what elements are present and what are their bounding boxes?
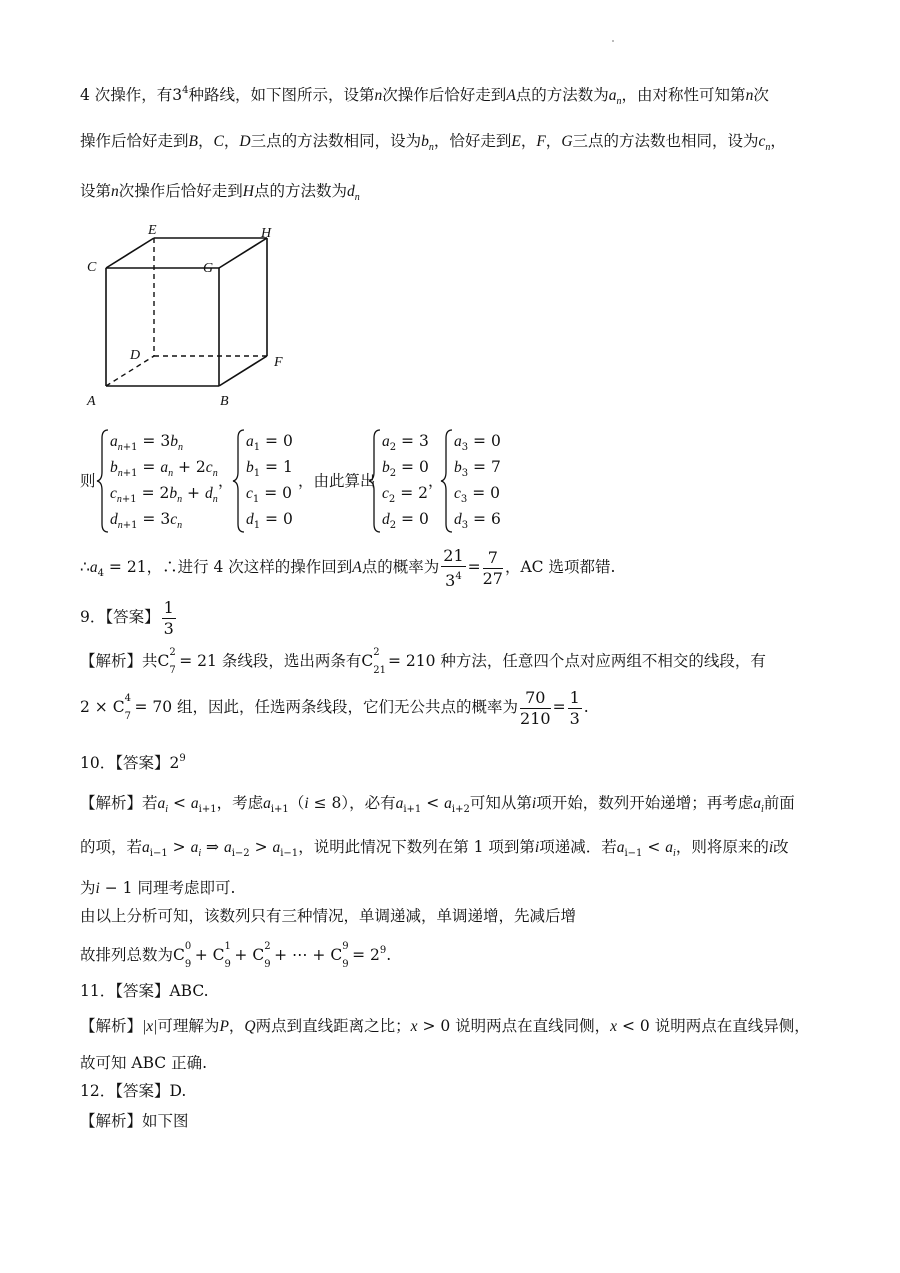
eq-d-next: $d_{n+1} = 3c_n$ xyxy=(110,510,183,531)
q10-line-5: 故排列总数为C 0 9 + C 1 9 + C 2 9 + ⋯ + C 9 9 = $2^9$. xyxy=(80,941,392,970)
edge-ce xyxy=(106,238,154,268)
eq-a-next: $a_{n+1} = 3b_n$ xyxy=(110,432,183,453)
p8-line-2: 操作后恰好走到B，C，D三点的方法数相同，设为$b_n$，恰好走到E，F，G三点的方法数也相同，设为$c_n$， xyxy=(80,132,786,153)
fraction-1-3-b: $\frac{1}{3}$ xyxy=(569,687,580,728)
stray-dot xyxy=(612,40,614,42)
q9-line-2: 2 × C 4 7 = 70 组，因此，任选两条线段，它们无公共点的概率为 $\frac{70}{210}$ = $\frac{1}{3}$ . xyxy=(80,687,589,728)
q10-line-1: 【解析】若$a_i < a_{i+1}$，考虑$a_{i+1}(i \le 8)$，必有$a_{i+1} < a_{i+2}$可知从第i项开始，数列开始递增；再考虑$a_i$前面 xyxy=(80,794,795,815)
fraction-7-27: $\frac{7}{27}$ xyxy=(482,547,503,588)
label-d: D xyxy=(130,348,141,363)
q10-answer: 10．【答案】$2^9$ xyxy=(80,753,186,772)
system-ze: 则 xyxy=(80,472,96,490)
q11-answer: 11．【答案】ABC. xyxy=(80,982,209,1000)
q10-line-3: 为i − 1 同理考虑即可. xyxy=(80,879,236,897)
q10-line-2: 的项，若$a_{i-1} > a_i$ ⇒ $a_{i-2} > a_{i-1}$，说明此情况下数列在第 1 项到第i项递减．若$a_{i-1} < a_i$，则将原来的i改 xyxy=(80,838,789,859)
eq-c-next: $c_{n+1} = 2b_n + d_n$ xyxy=(110,484,218,505)
brace-1 xyxy=(96,428,110,534)
edge-gh xyxy=(219,238,267,268)
fraction-21-81: $\frac{21}{3^4}$ xyxy=(443,545,464,590)
brace-3 xyxy=(368,428,382,534)
label-b: B xyxy=(220,394,229,409)
label-e: E xyxy=(148,223,157,238)
fraction-1-3: $\frac{1}{3}$ xyxy=(163,597,174,638)
system-step2: $a_2 = 3$ $b_2 = 0$ $c_2 = 2$ $d_2 = 0$ xyxy=(368,428,438,534)
q12-answer: 12．【答案】D. xyxy=(80,1082,187,1100)
cube-figure xyxy=(80,220,310,410)
q11-line-2: 故可知 ABC 正确. xyxy=(80,1054,208,1072)
system-mid: ，由此算出 xyxy=(298,472,376,490)
p8-line-1: 4 次操作，有$3^4$种路线，如下图所示，设第n次操作后恰好走到A点的方法数为$a_n$，由对称性可知第n次 xyxy=(80,85,769,107)
system-step3: $a_3 = 0$ $b_3 = 7$ $c_3 = 0$ $d_3 = 6$ xyxy=(440,428,510,534)
label-c: C xyxy=(87,260,97,275)
edge-bf xyxy=(219,356,267,386)
p8-line-3: 设第n次操作后恰好走到H点的方法数为$d_n$ xyxy=(80,182,360,203)
system-initial: $a_1 = 0$ $b_1 = 1$ $c_1 = 0$ $d_1 = 0$ xyxy=(232,428,302,534)
eq-b-next: $b_{n+1} = a_n + 2c_n$ xyxy=(110,458,218,479)
conclusion-line: $\therefore a_4 = 21$，∴进行 4 次这样的操作回到A点的概率为 $\frac{21}{3^4}$ = $\frac{7}{27}$ ，AC 选项都错. xyxy=(80,545,616,590)
label-a: A xyxy=(87,394,96,409)
q9-line-1: 【解析】共C 2 7 = 21 条线段，选出两条有C 2 21 = 210 种方法，任意四个点对应两组不相交的线段，有 xyxy=(80,647,766,676)
q9-answer: 9．【答案】 $\frac{1}{3}$ xyxy=(80,597,174,638)
brace-2 xyxy=(232,428,246,534)
comma-1: ， xyxy=(218,472,234,490)
comma-2: ， xyxy=(428,472,444,490)
label-g: G xyxy=(203,261,214,276)
brace-4 xyxy=(440,428,454,534)
system-recurrence xyxy=(96,428,226,534)
q10-line-4: 由以上分析可知，该数列只有三种情况，单调递减，单调递增，先减后增 xyxy=(80,907,577,925)
label-f: F xyxy=(274,355,283,370)
q11-line-1: 【解析】|x|可理解为P，Q两点到直线距离之比；x > 0 说明两点在直线同侧，x < 0 说明两点在直线异侧， xyxy=(80,1017,810,1035)
q12-line-1: 【解析】如下图 xyxy=(80,1112,189,1130)
label-h: H xyxy=(261,226,272,241)
fraction-70-210: $\frac{70}{210}$ xyxy=(520,687,551,728)
